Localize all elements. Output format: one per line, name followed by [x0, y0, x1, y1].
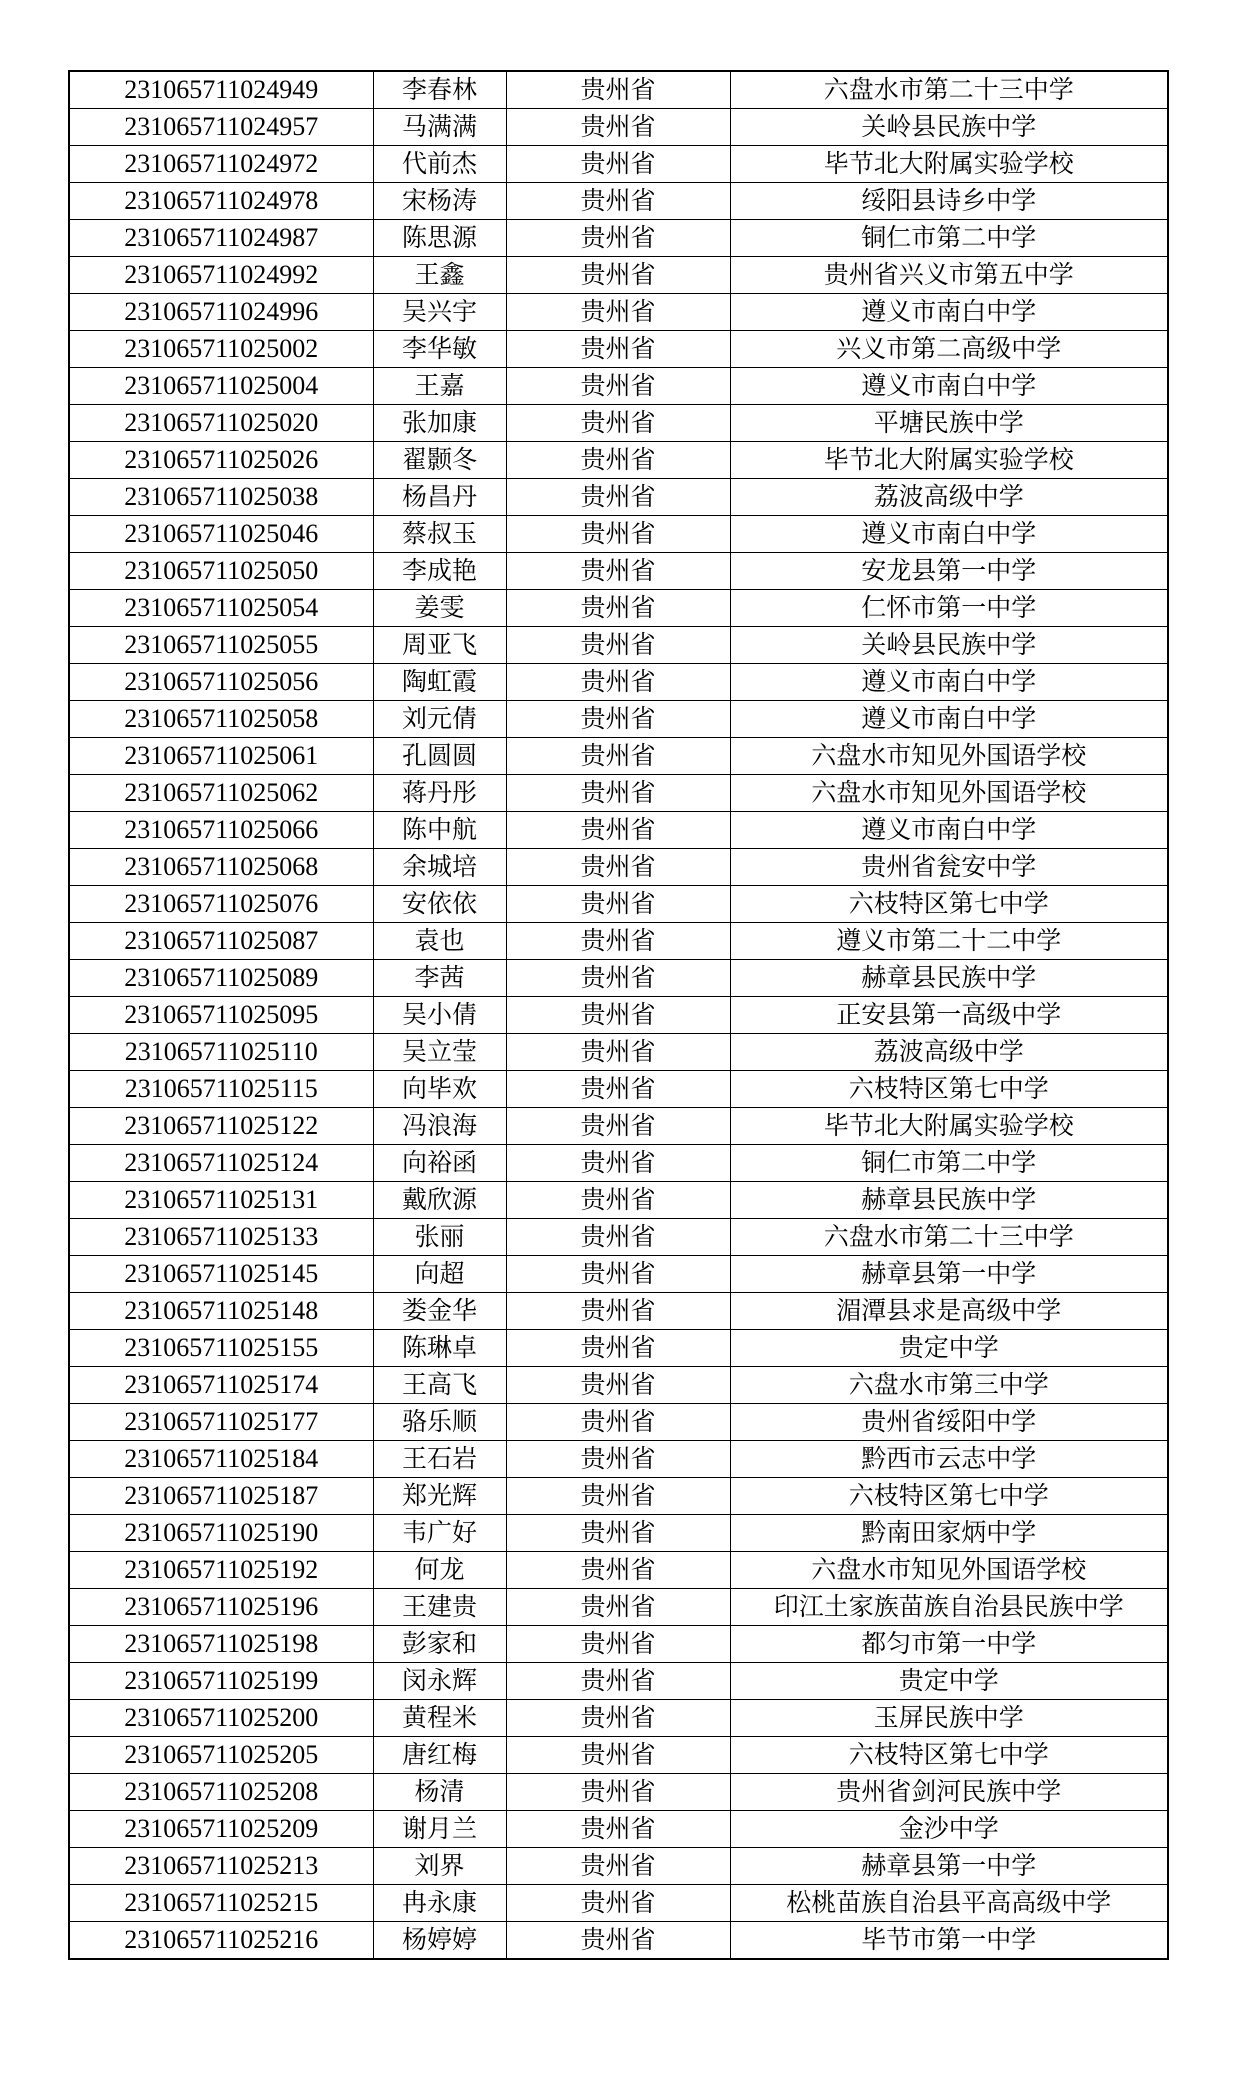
cell-school: 兴义市第二高级中学 [730, 331, 1168, 368]
cell-school: 六盘水市第二十三中学 [730, 71, 1168, 109]
cell-school: 铜仁市第二中学 [730, 1145, 1168, 1182]
cell-province: 贵州省 [506, 294, 730, 331]
cell-school: 遵义市南白中学 [730, 368, 1168, 405]
table-row [69, 1589, 1168, 1626]
cell-school: 赫章县民族中学 [730, 960, 1168, 997]
cell-school: 六盘水市第三中学 [730, 1367, 1168, 1404]
cell-province: 贵州省 [506, 1774, 730, 1811]
table-row [69, 775, 1168, 812]
cell-school: 平塘民族中学 [730, 405, 1168, 442]
cell-student-name: 孔圆圆 [373, 738, 506, 775]
cell-student-name: 周亚飞 [373, 627, 506, 664]
cell-province: 贵州省 [506, 738, 730, 775]
cell-school: 仁怀市第一中学 [730, 590, 1168, 627]
cell-province: 贵州省 [506, 257, 730, 294]
cell-school: 关岭县民族中学 [730, 627, 1168, 664]
table-row [69, 1885, 1168, 1922]
cell-exam-id: 231065711025184 [69, 1441, 373, 1478]
cell-exam-id: 231065711025198 [69, 1626, 373, 1663]
cell-student-name: 李成艳 [373, 553, 506, 590]
cell-student-name: 余城培 [373, 849, 506, 886]
cell-province: 贵州省 [506, 183, 730, 220]
cell-student-name: 向裕函 [373, 1145, 506, 1182]
cell-exam-id: 231065711024949 [69, 71, 373, 109]
cell-province: 贵州省 [506, 590, 730, 627]
cell-school: 绥阳县诗乡中学 [730, 183, 1168, 220]
cell-exam-id: 231065711025215 [69, 1885, 373, 1922]
cell-province: 贵州省 [506, 109, 730, 146]
cell-student-name: 张丽 [373, 1219, 506, 1256]
cell-school: 毕节北大附属实验学校 [730, 1108, 1168, 1145]
table-row [69, 812, 1168, 849]
table-row [69, 146, 1168, 183]
table-row [69, 516, 1168, 553]
cell-exam-id: 231065711024987 [69, 220, 373, 257]
cell-province: 贵州省 [506, 479, 730, 516]
cell-exam-id: 231065711025155 [69, 1330, 373, 1367]
cell-province: 贵州省 [506, 368, 730, 405]
cell-province: 贵州省 [506, 627, 730, 664]
cell-school: 玉屏民族中学 [730, 1700, 1168, 1737]
cell-student-name: 蒋丹彤 [373, 775, 506, 812]
cell-province: 贵州省 [506, 1145, 730, 1182]
cell-exam-id: 231065711025187 [69, 1478, 373, 1515]
cell-province: 贵州省 [506, 1626, 730, 1663]
cell-province: 贵州省 [506, 960, 730, 997]
cell-exam-id: 231065711025038 [69, 479, 373, 516]
cell-student-name: 蔡叔玉 [373, 516, 506, 553]
table-body [69, 71, 1168, 1959]
cell-school: 安龙县第一中学 [730, 553, 1168, 590]
cell-province: 贵州省 [506, 1219, 730, 1256]
cell-exam-id: 231065711025192 [69, 1552, 373, 1589]
cell-school: 六盘水市知见外国语学校 [730, 738, 1168, 775]
table-row [69, 1108, 1168, 1145]
cell-student-name: 杨昌丹 [373, 479, 506, 516]
cell-exam-id: 231065711025122 [69, 1108, 373, 1145]
cell-exam-id: 231065711025148 [69, 1293, 373, 1330]
table-row [69, 1515, 1168, 1552]
cell-province: 贵州省 [506, 886, 730, 923]
cell-student-name: 李春林 [373, 71, 506, 109]
table-row [69, 331, 1168, 368]
cell-exam-id: 231065711025199 [69, 1663, 373, 1700]
cell-school: 贵州省绥阳中学 [730, 1404, 1168, 1441]
cell-province: 贵州省 [506, 664, 730, 701]
cell-province: 贵州省 [506, 1182, 730, 1219]
cell-student-name: 王高飞 [373, 1367, 506, 1404]
cell-province: 贵州省 [506, 1071, 730, 1108]
cell-student-name: 袁也 [373, 923, 506, 960]
cell-school: 遵义市南白中学 [730, 812, 1168, 849]
cell-school: 遵义市南白中学 [730, 516, 1168, 553]
table-row [69, 1811, 1168, 1848]
cell-school: 六枝特区第七中学 [730, 886, 1168, 923]
cell-school: 毕节北大附属实验学校 [730, 442, 1168, 479]
cell-school: 六盘水市第二十三中学 [730, 1219, 1168, 1256]
cell-exam-id: 231065711024978 [69, 183, 373, 220]
cell-exam-id: 231065711025066 [69, 812, 373, 849]
table-row [69, 1330, 1168, 1367]
cell-exam-id: 231065711025213 [69, 1848, 373, 1885]
cell-exam-id: 231065711025133 [69, 1219, 373, 1256]
table-row [69, 1293, 1168, 1330]
cell-exam-id: 231065711025002 [69, 331, 373, 368]
cell-exam-id: 231065711025110 [69, 1034, 373, 1071]
table-row [69, 368, 1168, 405]
cell-student-name: 代前杰 [373, 146, 506, 183]
table-row [69, 1367, 1168, 1404]
cell-school: 贵定中学 [730, 1330, 1168, 1367]
cell-exam-id: 231065711024992 [69, 257, 373, 294]
cell-exam-id: 231065711025076 [69, 886, 373, 923]
cell-student-name: 吴小倩 [373, 997, 506, 1034]
cell-exam-id: 231065711025068 [69, 849, 373, 886]
cell-student-name: 张加康 [373, 405, 506, 442]
cell-student-name: 刘元倩 [373, 701, 506, 738]
cell-student-name: 向超 [373, 1256, 506, 1293]
table-row [69, 923, 1168, 960]
table-row [69, 183, 1168, 220]
cell-exam-id: 231065711025216 [69, 1922, 373, 1960]
cell-student-name: 何龙 [373, 1552, 506, 1589]
cell-exam-id: 231065711025089 [69, 960, 373, 997]
table-row [69, 220, 1168, 257]
cell-province: 贵州省 [506, 516, 730, 553]
cell-school: 赫章县第一中学 [730, 1848, 1168, 1885]
cell-school: 贵州省剑河民族中学 [730, 1774, 1168, 1811]
table-row [69, 738, 1168, 775]
cell-student-name: 宋杨涛 [373, 183, 506, 220]
cell-exam-id: 231065711025050 [69, 553, 373, 590]
cell-student-name: 杨清 [373, 1774, 506, 1811]
cell-school: 六盘水市知见外国语学校 [730, 1552, 1168, 1589]
cell-province: 贵州省 [506, 1441, 730, 1478]
cell-province: 贵州省 [506, 1848, 730, 1885]
cell-student-name: 李华敏 [373, 331, 506, 368]
cell-student-name: 冉永康 [373, 1885, 506, 1922]
cell-exam-id: 231065711024972 [69, 146, 373, 183]
cell-student-name: 陈思源 [373, 220, 506, 257]
cell-school: 金沙中学 [730, 1811, 1168, 1848]
table-row [69, 701, 1168, 738]
cell-province: 贵州省 [506, 1404, 730, 1441]
cell-province: 贵州省 [506, 405, 730, 442]
cell-student-name: 翟颢冬 [373, 442, 506, 479]
cell-province: 贵州省 [506, 701, 730, 738]
cell-exam-id: 231065711025177 [69, 1404, 373, 1441]
cell-province: 贵州省 [506, 923, 730, 960]
cell-student-name: 向毕欢 [373, 1071, 506, 1108]
cell-school: 印江土家族苗族自治县民族中学 [730, 1589, 1168, 1626]
cell-exam-id: 231065711025131 [69, 1182, 373, 1219]
cell-province: 贵州省 [506, 146, 730, 183]
cell-student-name: 马满满 [373, 109, 506, 146]
table-row [69, 1626, 1168, 1663]
cell-student-name: 姜雯 [373, 590, 506, 627]
cell-student-name: 王建贵 [373, 1589, 506, 1626]
cell-school: 铜仁市第二中学 [730, 220, 1168, 257]
table-row [69, 1034, 1168, 1071]
table-row [69, 590, 1168, 627]
table-row [69, 71, 1168, 109]
cell-school: 六枝特区第七中学 [730, 1071, 1168, 1108]
cell-student-name: 闵永辉 [373, 1663, 506, 1700]
cell-province: 贵州省 [506, 1922, 730, 1960]
cell-province: 贵州省 [506, 1293, 730, 1330]
cell-exam-id: 231065711025054 [69, 590, 373, 627]
table-row [69, 1700, 1168, 1737]
cell-school: 都匀市第一中学 [730, 1626, 1168, 1663]
cell-student-name: 陶虹霞 [373, 664, 506, 701]
cell-exam-id: 231065711024957 [69, 109, 373, 146]
cell-school: 贵州省兴义市第五中学 [730, 257, 1168, 294]
cell-student-name: 刘界 [373, 1848, 506, 1885]
cell-province: 贵州省 [506, 849, 730, 886]
table-row [69, 1219, 1168, 1256]
cell-school: 六盘水市知见外国语学校 [730, 775, 1168, 812]
cell-exam-id: 231065711025115 [69, 1071, 373, 1108]
cell-province: 贵州省 [506, 997, 730, 1034]
cell-school: 遵义市第二十二中学 [730, 923, 1168, 960]
cell-province: 贵州省 [506, 1552, 730, 1589]
cell-province: 贵州省 [506, 1811, 730, 1848]
table-row [69, 1737, 1168, 1774]
table-row [69, 553, 1168, 590]
cell-school: 贵定中学 [730, 1663, 1168, 1700]
cell-province: 贵州省 [506, 1367, 730, 1404]
table-row [69, 1478, 1168, 1515]
cell-exam-id: 231065711025209 [69, 1811, 373, 1848]
table-row [69, 1145, 1168, 1182]
cell-exam-id: 231065711025020 [69, 405, 373, 442]
cell-province: 贵州省 [506, 1108, 730, 1145]
table-row [69, 1774, 1168, 1811]
cell-student-name: 韦广好 [373, 1515, 506, 1552]
table-row [69, 109, 1168, 146]
table-row [69, 257, 1168, 294]
cell-province: 贵州省 [506, 553, 730, 590]
table-row [69, 1256, 1168, 1293]
table-row [69, 1071, 1168, 1108]
table-row [69, 1848, 1168, 1885]
table-row [69, 849, 1168, 886]
cell-exam-id: 231065711024996 [69, 294, 373, 331]
cell-school: 黔南田家炳中学 [730, 1515, 1168, 1552]
table-row [69, 442, 1168, 479]
cell-student-name: 彭家和 [373, 1626, 506, 1663]
table-row [69, 405, 1168, 442]
cell-exam-id: 231065711025208 [69, 1774, 373, 1811]
table-row [69, 1663, 1168, 1700]
cell-student-name: 吴兴宇 [373, 294, 506, 331]
cell-school: 正安县第一高级中学 [730, 997, 1168, 1034]
cell-school: 遵义市南白中学 [730, 701, 1168, 738]
cell-province: 贵州省 [506, 812, 730, 849]
cell-exam-id: 231065711025055 [69, 627, 373, 664]
cell-exam-id: 231065711025145 [69, 1256, 373, 1293]
table-row [69, 1552, 1168, 1589]
cell-student-name: 骆乐顺 [373, 1404, 506, 1441]
cell-exam-id: 231065711025026 [69, 442, 373, 479]
cell-exam-id: 231065711025087 [69, 923, 373, 960]
cell-exam-id: 231065711025200 [69, 1700, 373, 1737]
student-table [68, 70, 1169, 1960]
cell-student-name: 吴立莹 [373, 1034, 506, 1071]
table-row [69, 886, 1168, 923]
cell-school: 毕节北大附属实验学校 [730, 146, 1168, 183]
cell-school: 黔西市云志中学 [730, 1441, 1168, 1478]
cell-province: 贵州省 [506, 1515, 730, 1552]
cell-province: 贵州省 [506, 1034, 730, 1071]
cell-student-name: 王嘉 [373, 368, 506, 405]
table-row [69, 627, 1168, 664]
cell-student-name: 王石岩 [373, 1441, 506, 1478]
cell-province: 贵州省 [506, 1700, 730, 1737]
cell-school: 六枝特区第七中学 [730, 1478, 1168, 1515]
table-row [69, 997, 1168, 1034]
cell-province: 贵州省 [506, 442, 730, 479]
cell-school: 六枝特区第七中学 [730, 1737, 1168, 1774]
table-row [69, 1441, 1168, 1478]
cell-school: 毕节市第一中学 [730, 1922, 1168, 1960]
cell-exam-id: 231065711025056 [69, 664, 373, 701]
cell-student-name: 王鑫 [373, 257, 506, 294]
cell-school: 遵义市南白中学 [730, 294, 1168, 331]
cell-exam-id: 231065711025004 [69, 368, 373, 405]
table-row [69, 960, 1168, 997]
cell-province: 贵州省 [506, 1885, 730, 1922]
cell-exam-id: 231065711025190 [69, 1515, 373, 1552]
cell-student-name: 郑光辉 [373, 1478, 506, 1515]
table-row [69, 1404, 1168, 1441]
cell-province: 贵州省 [506, 775, 730, 812]
cell-student-name: 杨婷婷 [373, 1922, 506, 1960]
cell-province: 贵州省 [506, 1256, 730, 1293]
cell-student-name: 戴欣源 [373, 1182, 506, 1219]
cell-exam-id: 231065711025174 [69, 1367, 373, 1404]
cell-student-name: 安依依 [373, 886, 506, 923]
cell-school: 赫章县民族中学 [730, 1182, 1168, 1219]
cell-province: 贵州省 [506, 1330, 730, 1367]
cell-school: 荔波高级中学 [730, 479, 1168, 516]
cell-exam-id: 231065711025205 [69, 1737, 373, 1774]
cell-province: 贵州省 [506, 1737, 730, 1774]
table-row [69, 1182, 1168, 1219]
cell-student-name: 李茜 [373, 960, 506, 997]
cell-school: 湄潭县求是高级中学 [730, 1293, 1168, 1330]
cell-student-name: 黄程米 [373, 1700, 506, 1737]
cell-exam-id: 231065711025061 [69, 738, 373, 775]
cell-province: 贵州省 [506, 71, 730, 109]
table-row [69, 294, 1168, 331]
table-row [69, 664, 1168, 701]
cell-student-name: 冯浪海 [373, 1108, 506, 1145]
cell-school: 关岭县民族中学 [730, 109, 1168, 146]
cell-school: 遵义市南白中学 [730, 664, 1168, 701]
cell-school: 松桃苗族自治县平高高级中学 [730, 1885, 1168, 1922]
cell-school: 贵州省瓮安中学 [730, 849, 1168, 886]
cell-exam-id: 231065711025058 [69, 701, 373, 738]
cell-province: 贵州省 [506, 1589, 730, 1626]
cell-student-name: 陈中航 [373, 812, 506, 849]
cell-school: 赫章县第一中学 [730, 1256, 1168, 1293]
cell-student-name: 谢月兰 [373, 1811, 506, 1848]
cell-province: 贵州省 [506, 220, 730, 257]
cell-province: 贵州省 [506, 1663, 730, 1700]
cell-exam-id: 231065711025196 [69, 1589, 373, 1626]
cell-exam-id: 231065711025095 [69, 997, 373, 1034]
cell-exam-id: 231065711025124 [69, 1145, 373, 1182]
cell-exam-id: 231065711025062 [69, 775, 373, 812]
cell-student-name: 娄金华 [373, 1293, 506, 1330]
cell-province: 贵州省 [506, 331, 730, 368]
cell-student-name: 陈琳卓 [373, 1330, 506, 1367]
cell-province: 贵州省 [506, 1478, 730, 1515]
cell-student-name: 唐红梅 [373, 1737, 506, 1774]
cell-school: 荔波高级中学 [730, 1034, 1168, 1071]
table-row [69, 479, 1168, 516]
table-row [69, 1922, 1168, 1960]
cell-exam-id: 231065711025046 [69, 516, 373, 553]
